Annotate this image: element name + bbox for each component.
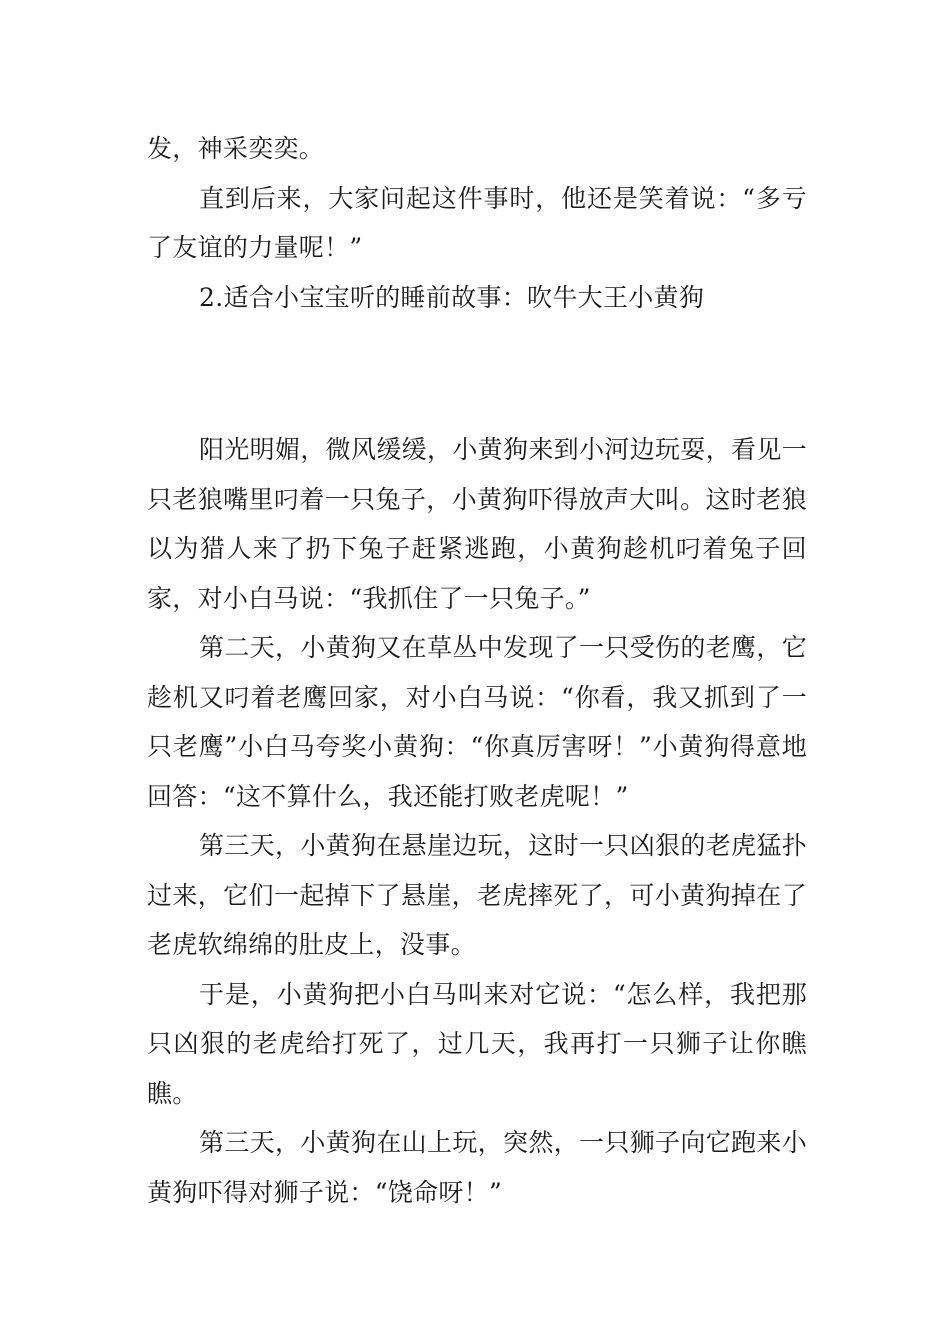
story-paragraph: 阳光明媚，微风缓缓，小黄狗来到小河边玩耍，看见一只老狼嘴里叼着一只兔子，小黄狗吓得放声大叫。这时老狼以为猎人来了扔下兔子赶紧逃跑，小黄狗趁机叼着兔子回家，对小白马说：“我抓住了一只兔子。” — [147, 435, 807, 613]
paragraph-continuation: 发，神采奕奕。 — [147, 134, 325, 163]
story-paragraph: 于是，小黄狗把小白马叫来对它说：“怎么样，我把那只凶狠的老虎给打死了，过几天，我再打一只狮子让你瞧瞧。 — [147, 979, 807, 1108]
document-body — [147, 124, 807, 1217]
section-title: 2.适合小宝宝听的睡前故事：吹牛大王小黄狗 — [199, 282, 705, 312]
section-spacer — [147, 322, 807, 425]
paragraph-friendship-quote: 直到后来，大家问起这件事时，他还是笑着说：“多亏了友谊的力量呢！” — [147, 183, 807, 262]
story-paragraph: 第二天，小黄狗又在草丛中发现了一只受伤的老鹰，它趁机又叼着老鹰回家，对小白马说：“你看，我又抓到了一只老鹰”小白马夸奖小黄狗：“你真厉害呀！”小黄狗得意地回答：“这不算什么，我还能打败老虎呢！” — [147, 633, 807, 811]
story-paragraph: 第三天，小黄狗在山上玩，突然，一只狮子向它跑来小黄狗吓得对狮子说：“饶命呀！” — [147, 1128, 807, 1207]
story-paragraph: 第三天，小黄狗在悬崖边玩，这时一只凶狠的老虎猛扑过来，它们一起掉下了悬崖，老虎摔死了，可小黄狗掉在了老虎软绵绵的肚皮上，没事。 — [147, 831, 807, 959]
